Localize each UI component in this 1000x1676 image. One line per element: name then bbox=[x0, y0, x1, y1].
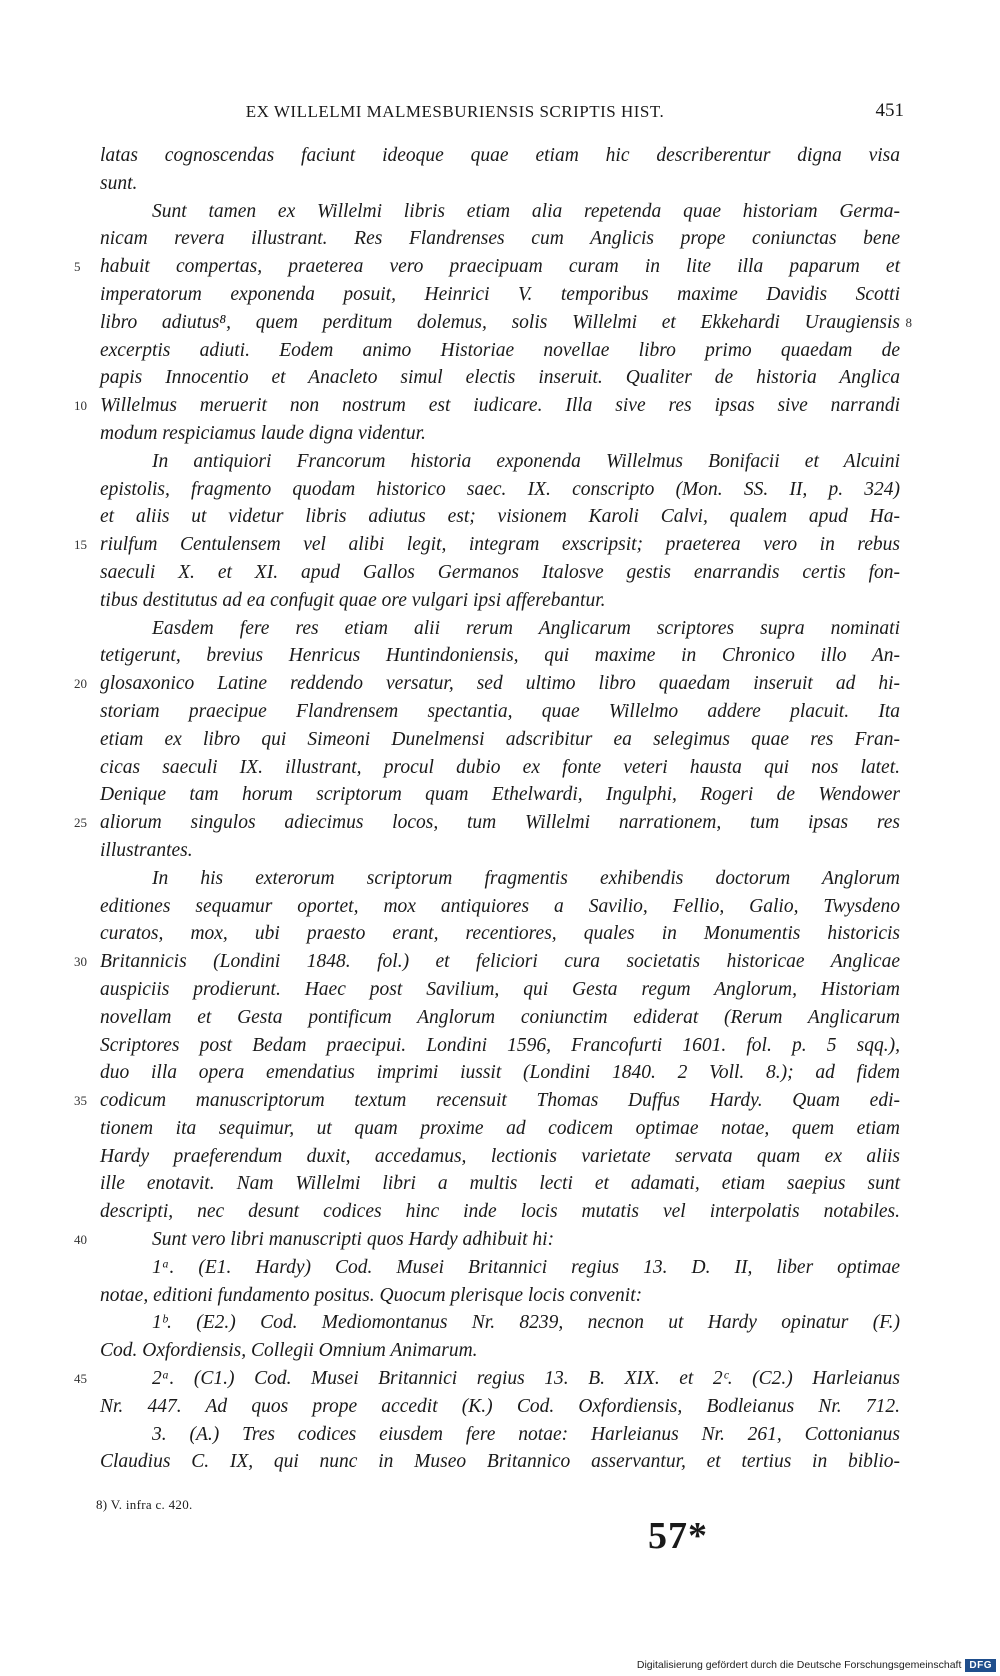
line-text: illustrantes. bbox=[100, 839, 193, 861]
line-text: papis Innocentio et Anacleto simul electis inseruit. Qualiter de historia Anglica bbox=[100, 367, 900, 389]
line-text: et aliis ut videtur libris adiutus est; visionem Karoli Calvi, qualem apud Ha- bbox=[100, 506, 900, 528]
line-text: libro adiutus⁸, quem perditum dolemus, solis Willelmi et Ekkehardi Uraugiensis bbox=[100, 311, 900, 333]
signature-mark: 57* bbox=[648, 1515, 708, 1557]
text-line bbox=[100, 754, 900, 782]
line-text: In his exterorum scriptorum fragmentis exhibendis doctorum Anglorum bbox=[152, 867, 900, 889]
dfg-logo-icon: DFG bbox=[965, 1659, 996, 1672]
line-text: notae, editioni fundamento positus. Quocum plerisque locis convenit: bbox=[100, 1284, 643, 1306]
line-text: 2ᵃ. (C1.) Cod. Musei Britannici regius 13. B. XIX. et 2ᶜ. (C2.) Harleianus bbox=[152, 1368, 900, 1390]
text-line bbox=[100, 170, 900, 198]
line-text: etiam ex libro qui Simeoni Dunelmensi adscribitur ea selegimus quae res Fran- bbox=[100, 728, 900, 750]
line-number: 30 bbox=[74, 954, 87, 970]
line-text: auspiciis prodierunt. Haec post Savilium, qui Gesta regum Anglorum, Historiam bbox=[100, 978, 900, 1000]
line-text: descripti, nec desunt codices hinc inde locis mutatis vel interpolatis notabiles. bbox=[100, 1201, 900, 1223]
text-line bbox=[100, 198, 900, 226]
line-text: tibus destitutus ad ea confugit quae ore vulgari ipsi afferebantur. bbox=[100, 589, 606, 611]
line-text: glosaxonico Latine reddendo versatur, sed ultimo libro quaedam inseruit ad hi- bbox=[100, 673, 900, 695]
line-text: Cod. Oxfordiensis, Collegii Omnium Animarum. bbox=[100, 1340, 478, 1362]
line-text: ille enotavit. Nam Willelmi libri a multis lecti et adamati, etiam saepius sunt bbox=[100, 1173, 900, 1195]
line-text: aliorum singulos adiecimus locos, tum Willelmi narrationem, tum ipsas res bbox=[100, 812, 900, 834]
text-line bbox=[100, 1004, 900, 1032]
line-text: Easdem fere res etiam alii rerum Anglicarum scriptores supra nominati bbox=[152, 617, 900, 639]
text-line bbox=[100, 1143, 900, 1171]
line-text: latas cognoscendas faciunt ideoque quae etiam hic describerentur digna visa bbox=[100, 145, 900, 166]
line-text: imperatorum exponenda posuit, Heinrici V. temporibus maxime Davidis Scotti bbox=[100, 283, 900, 305]
text-line bbox=[100, 976, 900, 1004]
text-line bbox=[100, 698, 900, 726]
digitization-credit bbox=[637, 1656, 996, 1674]
body-text bbox=[74, 142, 912, 1476]
text-line bbox=[100, 1254, 900, 1282]
footnote: 8) V. infra c. 420. bbox=[96, 1497, 193, 1512]
text-line bbox=[100, 1198, 900, 1226]
line-text: nicam revera illustrant. Res Flandrenses cum Anglicis prope coniunctas bene bbox=[100, 228, 900, 250]
line-number: 5 bbox=[74, 259, 81, 275]
line-text: curatos, mox, ubi praesto erant, recentiores, quales in Monumentis historicis bbox=[100, 923, 900, 945]
line-text: saeculi X. et XI. apud Gallos Germanos Italosve gestis enarrandis certis fon- bbox=[100, 561, 900, 583]
text-line bbox=[100, 781, 900, 809]
text-line bbox=[74, 1087, 900, 1115]
text-line bbox=[100, 225, 900, 253]
page-number: 451 bbox=[875, 100, 904, 121]
line-number: 40 bbox=[74, 1232, 87, 1248]
page-header bbox=[96, 100, 904, 126]
running-head: EX WILLELMI MALMESBURIENSIS SCRIPTIS HIST. bbox=[245, 102, 665, 121]
text-line bbox=[100, 920, 900, 948]
line-text: cicas saeculi IX. illustrant, procul dubio ex fonte veteri hausta qui nos latet. bbox=[100, 756, 900, 778]
line-text: riulfum Centulensem vel alibi legit, integram exscripsit; praeterea vero in rebus bbox=[100, 534, 900, 556]
text-line bbox=[100, 1309, 900, 1337]
digitization-note: Digitalisierung gefördert durch die Deutsche Forschungsgemeinschaft bbox=[636, 1659, 962, 1671]
text-line bbox=[100, 1032, 900, 1060]
line-text: epistolis, fragmento quodam historico saec. IX. conscripto (Mon. SS. II, p. 324) bbox=[100, 478, 900, 500]
line-text: tetigerunt, brevius Henricus Huntindoniensis, qui maxime in Chronico illo An- bbox=[100, 645, 900, 667]
text-line bbox=[100, 448, 900, 476]
text-line bbox=[74, 531, 900, 559]
line-text: Willelmus meruerit non nostrum est iudicare. Illa sive res ipsas sive narrandi bbox=[100, 395, 900, 417]
text-line bbox=[100, 1337, 900, 1365]
line-text: 3. (A.) Tres codices eiusdem fere notae: Harleianus Nr. 261, Cottonianus bbox=[152, 1423, 900, 1445]
text-line bbox=[100, 615, 900, 643]
line-number: 35 bbox=[74, 1093, 87, 1109]
line-text: Scriptores post Bedam praecipui. Londini 1596, Francofurti 1601. fol. p. 5 sqq.), bbox=[100, 1034, 900, 1056]
text-line bbox=[100, 1421, 900, 1449]
text-line bbox=[100, 1170, 900, 1198]
line-number: 25 bbox=[74, 815, 87, 831]
text-line bbox=[100, 142, 900, 170]
text-line bbox=[74, 253, 900, 281]
line-text: tionem ita sequimur, ut quam proxime ad codicem optimae notae, quem etiam bbox=[100, 1117, 900, 1139]
text-line bbox=[74, 670, 900, 698]
line-text: modum respiciamus laude digna videntur. bbox=[100, 422, 426, 444]
line-text: 1ᵃ. (E1. Hardy) Cod. Musei Britannici regius 13. D. II, liber optimae bbox=[152, 1256, 900, 1278]
line-text: Claudius C. IX, qui nunc in Museo Britannico asservantur, et tertius in biblio- bbox=[100, 1451, 900, 1473]
text-line bbox=[100, 309, 912, 337]
text-line bbox=[100, 559, 900, 587]
text-line bbox=[74, 948, 900, 976]
text-line bbox=[100, 893, 900, 921]
margin-reference: 8 bbox=[905, 314, 912, 330]
line-text: excerptis adiuti. Eodem animo Historiae novellae libro primo quaedam de bbox=[100, 339, 900, 361]
text-line bbox=[100, 642, 900, 670]
text-line bbox=[100, 337, 900, 365]
text-line bbox=[100, 1115, 900, 1143]
text-line bbox=[74, 1365, 900, 1393]
text-line bbox=[100, 476, 900, 504]
text-line bbox=[74, 392, 900, 420]
text-line bbox=[100, 587, 900, 615]
line-text: habuit compertas, praeterea vero praecipuam curam in lite illa paparum et bbox=[100, 256, 900, 278]
text-line bbox=[100, 865, 900, 893]
text-line bbox=[100, 837, 900, 865]
text-line bbox=[100, 1282, 900, 1310]
text-line bbox=[100, 281, 900, 309]
text-line bbox=[100, 1393, 900, 1421]
text-line bbox=[100, 364, 900, 392]
text-line bbox=[100, 503, 900, 531]
line-number: 20 bbox=[74, 676, 87, 692]
line-number: 45 bbox=[74, 1371, 87, 1387]
line-text: novellam et Gesta pontificum Anglorum coniunctim ediderat (Rerum Anglicarum bbox=[100, 1006, 900, 1028]
line-text: In antiquiori Francorum historia exponenda Willelmus Bonifacii et Alcuini bbox=[152, 450, 900, 472]
line-text: editiones sequamur oportet, mox antiquiores a Savilio, Fellio, Galio, Twysdeno bbox=[100, 895, 900, 917]
text-line bbox=[100, 1059, 900, 1087]
line-number: 10 bbox=[74, 398, 87, 414]
line-text: Sunt tamen ex Willelmi libris etiam alia repetenda quae historiam Germa- bbox=[152, 200, 900, 222]
text-line bbox=[100, 420, 900, 448]
line-text: sunt. bbox=[100, 172, 138, 194]
line-text: Britannicis (Londini 1848. fol.) et feliciori cura societatis historicae Anglicae bbox=[100, 951, 900, 973]
text-line bbox=[100, 726, 900, 754]
line-text: codicum manuscriptorum textum recensuit Thomas Duffus Hardy. Quam edi- bbox=[100, 1090, 900, 1112]
line-text: duo illa opera emendatius imprimi iussit (Londini 1840. 2 Voll. 8.); ad fidem bbox=[100, 1062, 900, 1084]
text-line bbox=[100, 1448, 900, 1476]
line-text: storiam praecipue Flandrensem spectantia, quae Willelmo addere placuit. Ita bbox=[100, 700, 900, 722]
line-text: 1ᵇ. (E2.) Cod. Mediomontanus Nr. 8239, necnon ut Hardy opinatur (F.) bbox=[152, 1312, 900, 1334]
text-line bbox=[74, 809, 900, 837]
line-number: 15 bbox=[74, 537, 87, 553]
line-text: Sunt vero libri manuscripti quos Hardy adhibuit hi: bbox=[152, 1229, 555, 1251]
line-text: Nr. 447. Ad quos prope accedit (K.) Cod. Oxfordiensis, Bodleianus Nr. 712. bbox=[100, 1395, 900, 1417]
line-text: Denique tam horum scriptorum quam Ethelwardi, Ingulphi, Rogeri de Wendower bbox=[100, 784, 900, 806]
line-text: Hardy praeferendum duxit, accedamus, lectionis varietate servata quam ex aliis bbox=[100, 1145, 900, 1167]
text-line bbox=[74, 1226, 900, 1254]
